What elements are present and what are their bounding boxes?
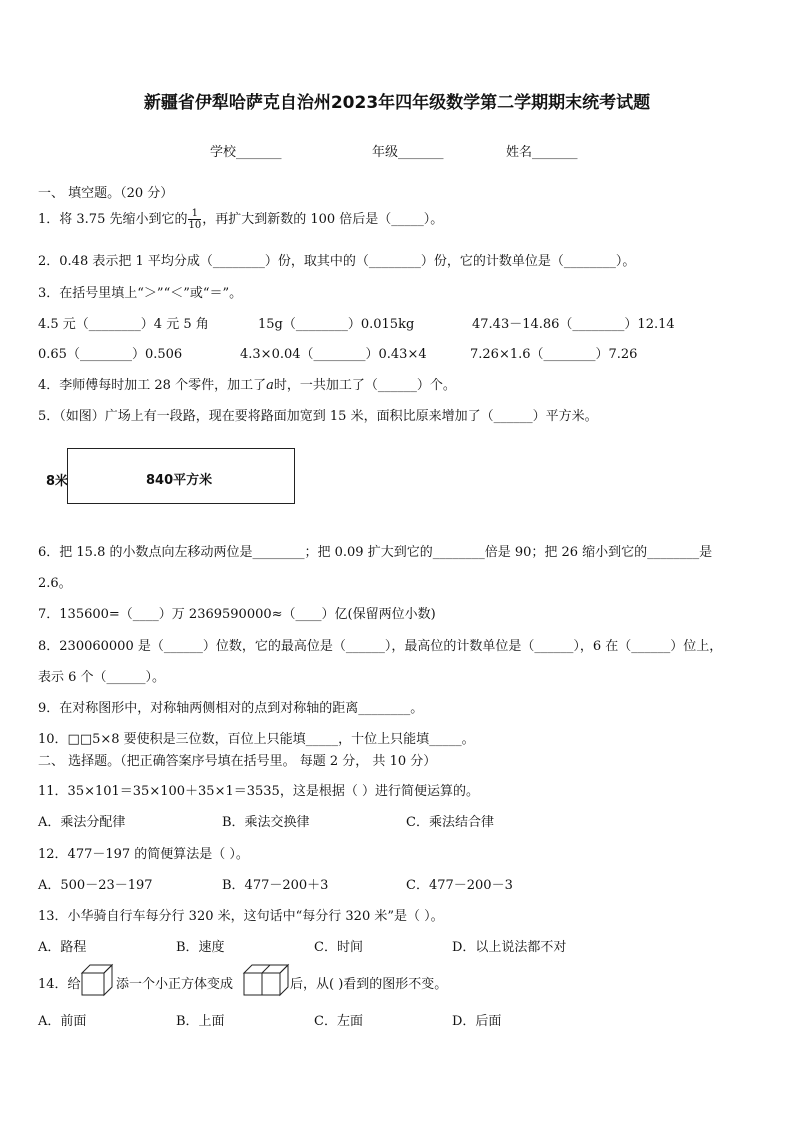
name-field: 姓名_______	[506, 145, 578, 160]
question-8-line1: 8．230060000 是（______）位数，它的最高位是（______），最高位的计数单位是（______），6 在（______）位上，	[38, 639, 723, 654]
school-field: 学校_______	[210, 145, 282, 160]
q13-option-a: A．路程	[38, 940, 87, 955]
question-6-line2: 2.6。	[38, 576, 72, 591]
fraction-denominator: 10	[188, 220, 202, 231]
question-13: 13．小华骑自行车每分行 320 米，这句话中“每分行 320 米”是（ ）。	[38, 909, 444, 924]
q5-area-label: 840平方米	[146, 473, 213, 488]
fraction	[188, 208, 201, 231]
q3-row1-item2: 15g（________）0.015kg	[258, 317, 415, 332]
q14-option-d: D．后面	[452, 1014, 502, 1029]
q12-option-a: A．500－23－197	[38, 878, 153, 893]
q3-row1-item1: 4.5 元（________）4 元 5 角	[38, 317, 209, 332]
question-14: 14．给	[38, 977, 81, 992]
q3-row2-item2: 4.3×0.04（________）0.43×4	[240, 347, 427, 362]
q4-prefix: 4．李师傅每时加工 28 个零件，加工了	[38, 378, 267, 393]
q14-option-a: A．前面	[38, 1014, 87, 1029]
q13-option-d: D．以上说法都不对	[452, 940, 567, 955]
question-11: 11．35×101＝35×100＋35×1＝3535，这是根据（ ）进行简便运算的。	[38, 784, 479, 799]
q12-option-c: C．477－200－3	[406, 878, 513, 893]
question-8-line2: 表示 6 个（______）。	[38, 670, 166, 685]
fraction-numerator: 1	[188, 208, 201, 220]
q11-option-c: C．乘法结合律	[406, 815, 494, 830]
question-9: 9．在对称图形中，对称轴两侧相对的点到对称轴的距离________。	[38, 701, 424, 716]
q5-side-label: 8米	[46, 474, 69, 489]
q3-row1-item3: 47.43－14.86（________）12.14	[472, 317, 675, 332]
q11-option-b: B．乘法交换律	[222, 815, 310, 830]
q3-row2-item3: 7.26×1.6（________）7.26	[470, 347, 638, 362]
question-7: 7．135600=（____）万 2369590000≈（____）亿(保留两位小数)	[38, 607, 436, 622]
grade-field: 年级_______	[372, 145, 444, 160]
q1-suffix: ，再扩大到新数的 100 倍后是（_____）。	[202, 212, 444, 227]
q1-prefix: 1．将 3.75 先缩小到它的	[38, 212, 188, 227]
q14-option-b: B．上面	[176, 1014, 225, 1029]
question-1	[38, 208, 443, 231]
two-cubes-figure	[242, 963, 290, 997]
section2-header: 二、 选择题。（把正确答案序号填在括号里。 每题 2 分， 共 10 分）	[38, 754, 437, 769]
section1-header: 一、 填空题。（20 分）	[38, 186, 174, 201]
q12-option-b: B．477－200＋3	[222, 878, 329, 893]
question-5: 5．（如图）广场上有一段路，现在要将路面加宽到 15 米，面积比原来增加了（______）平方米。	[38, 409, 598, 424]
q4-suffix: 时，一共加工了（______）个。	[273, 378, 456, 393]
question-2: 2．0.48 表示把 1 平均分成（________）份，取其中的（________）份，它的计数单位是（________）。	[38, 254, 636, 269]
page-title: 新疆省伊犁哈萨克自治州2023年四年级数学第二学期期末统考试题	[143, 93, 651, 113]
q3-row2-item1: 0.65（________）0.506	[38, 347, 183, 362]
q11-option-a: A．乘法分配律	[38, 815, 126, 830]
question-3: 3．在括号里填上“＞”“＜”或“＝”。	[38, 286, 243, 301]
question-6-line1: 6．把 15.8 的小数点向左移动两位是________；把 0.09 扩大到它的________倍是 90；把 26 缩小到它的________是	[38, 545, 713, 560]
q14-middle: 添一个小正方体变成	[116, 977, 234, 992]
question-12: 12．477－197 的简便算法是（ ）。	[38, 847, 249, 862]
question-4	[38, 374, 456, 393]
q13-option-c: C．时间	[314, 940, 363, 955]
q14-option-c: C．左面	[314, 1014, 363, 1029]
q13-option-b: B．速度	[176, 940, 225, 955]
question-10: 10．□□5×8 要使积是三位数，百位上只能填_____，十位上只能填_____。	[38, 732, 475, 747]
single-cube-figure	[80, 963, 114, 997]
q14-suffix: 后，从( )看到的图形不变。	[290, 977, 448, 992]
q4-variable: a	[266, 378, 274, 393]
